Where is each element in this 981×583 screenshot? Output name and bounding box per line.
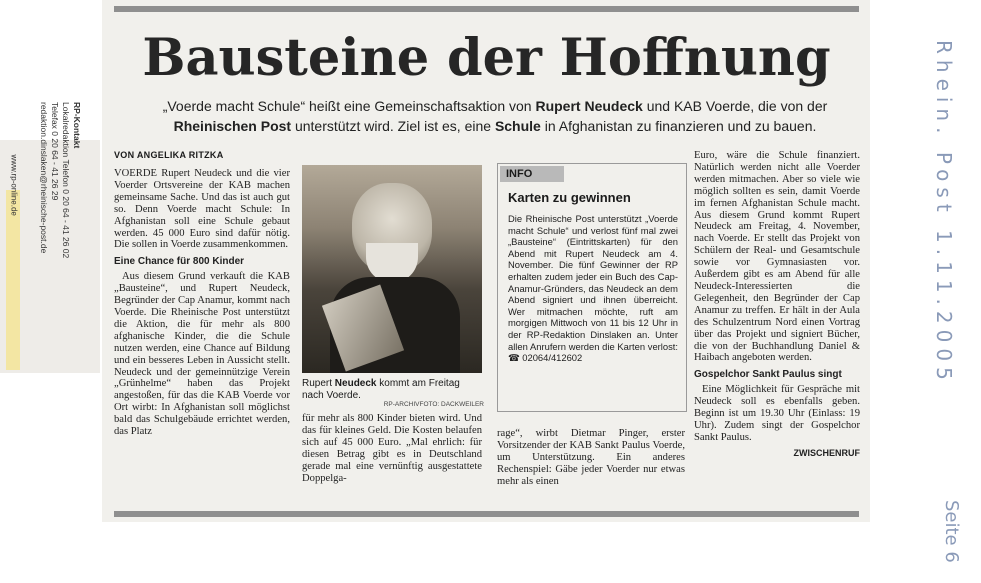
- contact-title: RP-Kontakt: [72, 102, 82, 149]
- rp-contact-text: [38, 102, 82, 322]
- headline: Bausteine der Hoffnung: [142, 28, 831, 88]
- paragraph: Eine Möglichkeit für Gespräche mit Neudeck soll es ebenfalls geben. Beginn ist um 19.30 Uhr (Einlass: 19 Uhr). Zudem singt der Gospelchor Sankt Paulus.: [694, 384, 860, 443]
- paragraph: rage“, wirbt Dietmar Pinger, erster Vorsitzender der KAB Sankt Paulus Voerde, um Unterstützung. Ein anderes Rechenspiel: Gäbe jeder Voerder nur etwas mehr als einen: [497, 428, 685, 487]
- photo-credit: RP-ARCHIVFOTO: DACKWEILER: [383, 401, 484, 408]
- intro-name: Rupert Neudeck: [535, 98, 643, 114]
- caption-name: Neudeck: [334, 378, 377, 389]
- paragraph: Aus diesem Grund verkauft die KAB „Bausteine“, und Rupert Neudeck, Begründer der Cap Anamur, kommt nach Voerde. Die Rheinische Post unterstützt die Aktion, die für mehr als 800 afghanische Kinder, die die Schule nutzen werden, eine Chance auf Bildung und ein besseres Leben in Aussicht stellt. Neudeck und der gemeinnützige Verein „Grünhelme“ haben das Projekt angestoßen, für das die KAB Voerde vor Ort wirbt: In Afghanistan soll möglichst bald das Schulgebäude errichtet werden, das Platz: [114, 271, 290, 438]
- paragraph: VOERDE Rupert Neudeck und die vier Voerder Ortsvereine der KAB machen gemeinsame Sache. Und das ist auch gut so. Denn Voerde macht Schule: In Afghanistan soll eine Schule gebaut werden. 45 000 Euro sind dafür nötig. Die sollen in Voerde zusammenkommen.: [114, 168, 290, 251]
- intro-part: unterstützt wird. Ziel ist es, eine: [291, 118, 495, 134]
- intro-part: und KAB Voerde, die von der: [642, 98, 828, 114]
- photo-caption: [302, 378, 482, 402]
- column-4: [694, 150, 860, 460]
- contact-email: redaktion.dinslaken@rheinische-post.de: [39, 102, 49, 254]
- intro-part: in Afghanistan zu finanzieren und zu bauen.: [540, 118, 817, 134]
- intro-paper: Rheinischen Post: [173, 118, 292, 134]
- paragraph: für mehr als 800 Kinder bieten wird. Und das für kleines Geld. Die Kosten belaufen sich auf 45 000 Euro. „Mal ehrlich: für diesen Betrag gibt es in Deutschland gerade mal eine vernünftig ausgestattete Doppelga-: [302, 413, 482, 484]
- handwritten-page: Seite 6: [941, 500, 962, 563]
- signoff: ZWISCHENRUF: [793, 447, 860, 458]
- caption-part: Rupert: [302, 378, 335, 389]
- info-body: Die Rheinische Post unterstützt „Voerde macht Schule“ und verlost fünf mal zwei „Bausteine“ (Eintrittskarten) für den Abend mit Rupert Neudeck am 4. November. Die fünf Gewinner der RP erhalten zudem jeder ein Buch des Cap-Anamur-Gründers, das Neudeck an dem Abend signiert und ihnen überreicht. Wer mitmachen möchte, ruft am morgigen Mittwoch von 11 bis 12 Uhr in der RP-Redaktion Dinslaken an. Unter allen Anrufern werden die Karten verlost: ☎ 02064/412602: [508, 213, 678, 364]
- intro-text: [150, 96, 840, 136]
- contact-phone: Lokalredaktion Telefon 0 20 64 - 41 26 02: [61, 102, 71, 259]
- info-tag: INFO: [500, 166, 564, 182]
- byline: VON ANGELIKA RITZKA: [114, 150, 224, 160]
- subheading: Eine Chance für 800 Kinder: [114, 256, 245, 268]
- intro-part: „Voerde macht Schule“ heißt eine Gemeinschaftsaktion von: [162, 98, 536, 114]
- portrait-photo: [302, 165, 482, 373]
- info-heading: Karten zu gewinnen: [508, 190, 631, 205]
- contact-fax: Telefax 0 20 64 - 41 26 29: [50, 102, 60, 201]
- intro-school: Schule: [494, 118, 541, 134]
- rp-website: www.rp-online.de: [9, 154, 19, 216]
- subheading: Gospelchor Sankt Paulus singt: [694, 369, 842, 381]
- column-2: [302, 413, 482, 484]
- paragraph: Euro, wäre die Schule finanziert. Natürlich werden nicht alle Voerder werden mitmachen. Aber so viele wie möglich sollten es sein, damit Voerde im fernen Afghanistan Schule macht. Aus diesem Grund kommt Rupert Neudeck am Freitag, 4. November, nach Voerde. Er stellt das Projekt von Schülern der Real- und Gesamtschule sowie vor Gymnasiasten vor. Außerdem gibt es am Abend für alle Neudeck-Interessierten die Gelegenheit, den Begründer der Cap Anamur zu treffen. Er hält in der Aula des Schulzentrum Nord einen Vortrag über das Projekt und signiert Bücher, die von der Buchhandlung Daniel & Haibach angeboten werden.: [694, 150, 860, 364]
- handwritten-note: Rhein. Post 1.11.2005: [932, 40, 956, 386]
- column-1: [114, 168, 290, 438]
- top-rule: [114, 6, 859, 12]
- caption-part: kommt am Freitag nach Voerde.: [302, 378, 460, 401]
- bottom-rule: [114, 511, 859, 517]
- column-3: [497, 428, 685, 488]
